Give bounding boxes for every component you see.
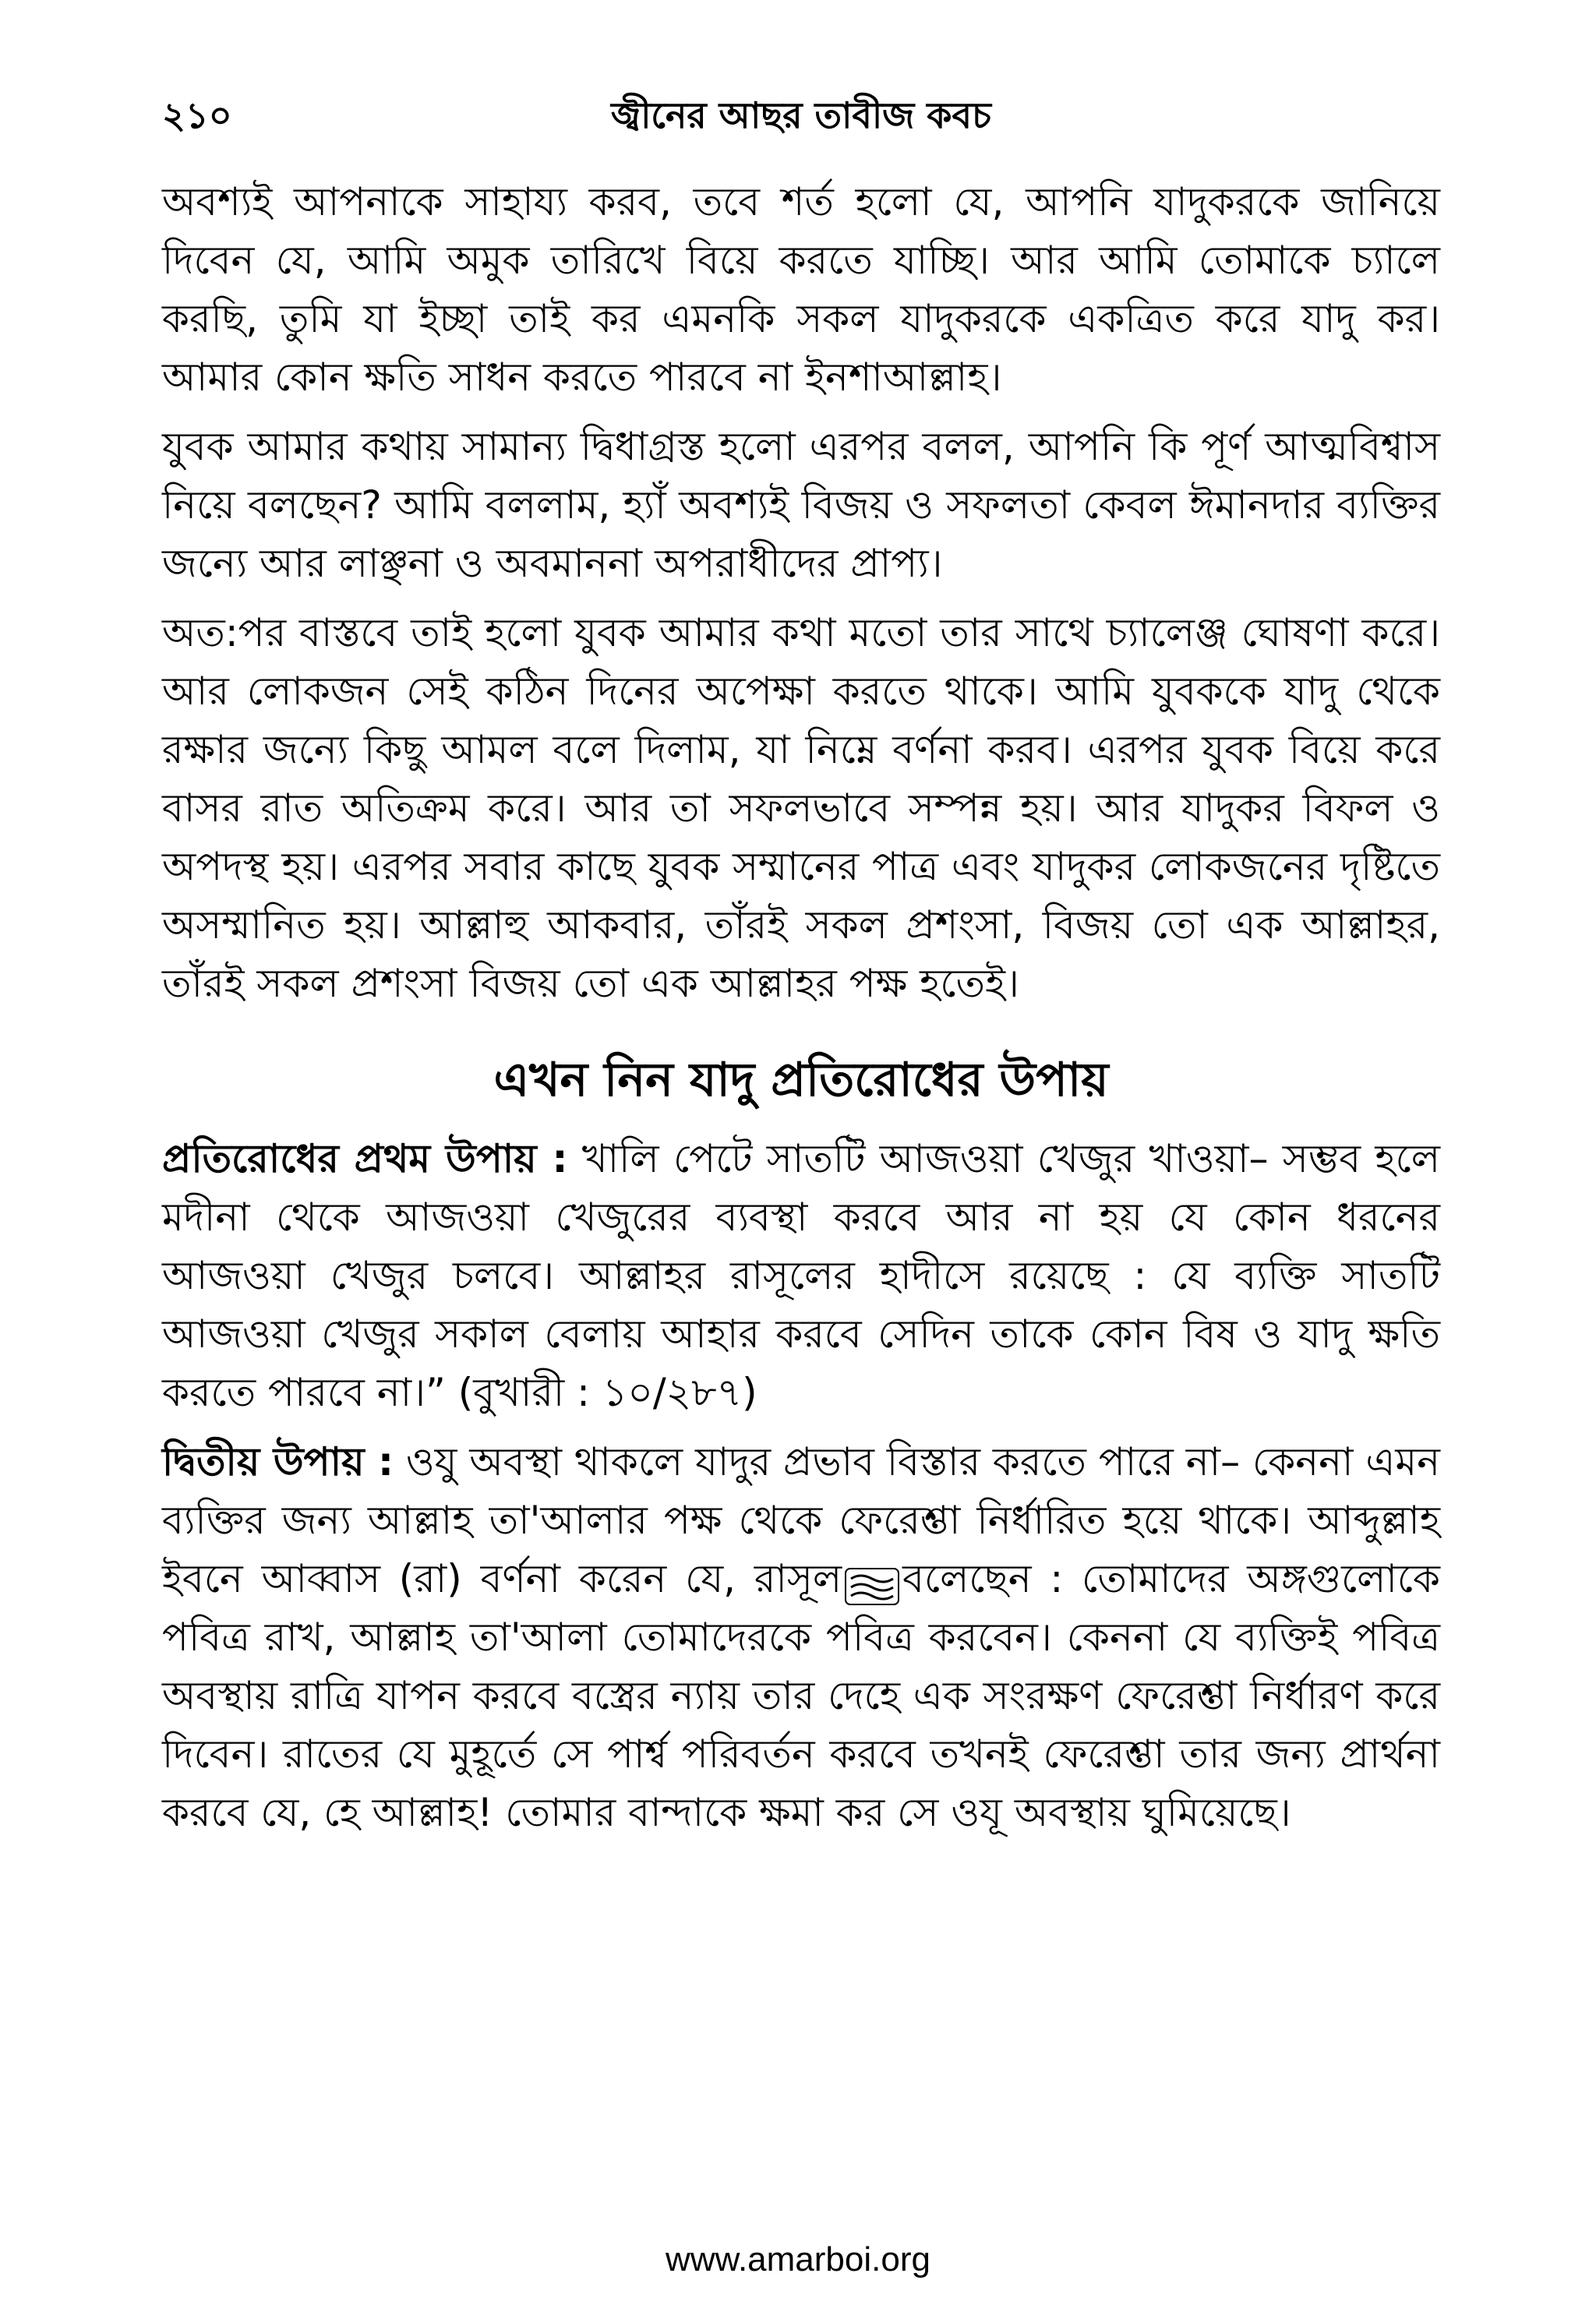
page-number: ২১০ [162, 94, 232, 136]
remedy-second-text-after: বলেছেন : তোমাদের অঙ্গগুলোকে পবিত্র রাখ, আল্লাহ তা'আলা তোমাদেরকে পবিত্র করবেন। কেননা যে ব্যক্তিই পবিত্র অবস্থায় রাত্রি যাপন করবে বস্ত্রের ন্যায় তার দেহে এক সংরক্ষণ ফেরেশ্তা নির্ধারণ করে দিবেন। রাতের যে মুহূর্তে সে পার্শ্ব পরিবর্তন করবে তখনই ফেরেশ্তা তার জন্য প্রার্থনা করবে যে, হে আল্লাহ! তোমার বান্দাকে ক্ষমা কর সে ওযূ অবস্থায় ঘুমিয়েছে। [162, 1556, 1440, 1835]
footer-website: www.amarboi.org [666, 2240, 930, 2279]
paragraph-3: অত:পর বাস্তবে তাই হলো যুবক আমার কথা মতো তার সাথে চ্যালেঞ্জ ঘোষণা করে। আর লোকজন সেই কঠিন দিনের অপেক্ষা করতে থাকে। আমি যুবককে যাদু থেকে রক্ষার জন্যে কিছু আমল বলে দিলাম, যা নিম্নে বর্ণনা করব। এরপর যুবক বিয়ে করে বাসর রাত অতিক্রম করে। আর তা সফলভাবে সম্পন্ন হয়। আর যাদুকর বিফল ও অপদস্থ হয়। এরপর সবার কাছে যুবক সম্মানের পাত্র এবং যাদুকর লোকজনের দৃষ্টিতে অসম্মানিত হয়। আল্লাহু আকবার, তাঁরই সকল প্রশংসা, বিজয় তো এক আল্লাহর, তাঁরই সকল প্রশংসা বিজয় তো এক আল্লাহর পক্ষ হতেই। [162, 610, 1440, 1006]
remedy-first-lead: প্রতিরোধের প্রথম উপায় : [162, 1136, 568, 1181]
running-title: জ্বীনের আছর তাবীজ কবচ [611, 94, 991, 136]
paragraph-1: অবশ্যই আপনাকে সাহায্য করব, তবে শর্ত হলো যে, আপনি যাদুকরকে জানিয়ে দিবেন যে, আমি অমুক তারিখে বিয়ে করতে যাচ্ছি। আর আমি তোমাকে চ্যালে করছি, তুমি যা ইচ্ছা তাই কর এমনকি সকল যাদুকরকে একত্রিত করে যাদু কর। আমার কোন ক্ষতি সাধন করতে পারবে না ইনশাআল্লাহ। [162, 179, 1440, 400]
paragraph-2: যুবক আমার কথায় সামান্য দ্বিধাগ্রস্ত হলো এরপর বলল, আপনি কি পূর্ণ আত্মবিশ্বাস নিয়ে বলছেন? আমি বললাম, হ্যাঁ অবশ্যই বিজয় ও সফলতা কেবল ঈমানদার ব্যক্তির জন্যে আর লাঞ্ছনা ও অবমাননা অপরাধীদের প্রাপ্য। [162, 424, 1440, 586]
remedy-second [162, 1433, 1440, 1842]
section-heading: এখন নিন যাদু প্রতিরোধের উপায় [493, 1053, 1109, 1107]
remedy-second-lead: দ্বিতীয় উপায় : [162, 1439, 394, 1484]
remedy-first [162, 1130, 1440, 1422]
remedy-first-text: খালি পেটে সাতটি আজওয়া খেজুর খাওয়া– সম্ভব হলে মদীনা থেকে আজওয়া খেজুরের ব্যবস্থা করবে আর না হয় যে কোন ধরনের আজওয়া খেজুর চলবে। আল্লাহর রাসূলের হাদীসে রয়েছে : যে ব্যক্তি সাতটি আজওয়া খেজুর সকাল বেলায় আহার করবে সেদিন তাকে কোন বিষ ও যাদু ক্ষতি করতে পারবে না।” (বুখারী : ১০/২৮৭) [162, 1136, 1440, 1415]
page-body [162, 173, 1440, 1853]
remedy-second-text-before: ওযু অবস্থা থাকলে যাদুর প্রভাব বিস্তার করতে পারে না– কেননা এমন ব্যক্তির জন্য আল্লাহ তা'আলার পক্ষ থেকে ফেরেশ্তা নির্ধারিত হয়ে থাকে। আব্দুল্লাহ ইবনে আব্বাস (রা) বর্ণনা করেন যে, রাসূল [162, 1439, 1440, 1601]
salawat-calligraphy-icon [845, 1563, 899, 1601]
page-header [162, 92, 1440, 162]
